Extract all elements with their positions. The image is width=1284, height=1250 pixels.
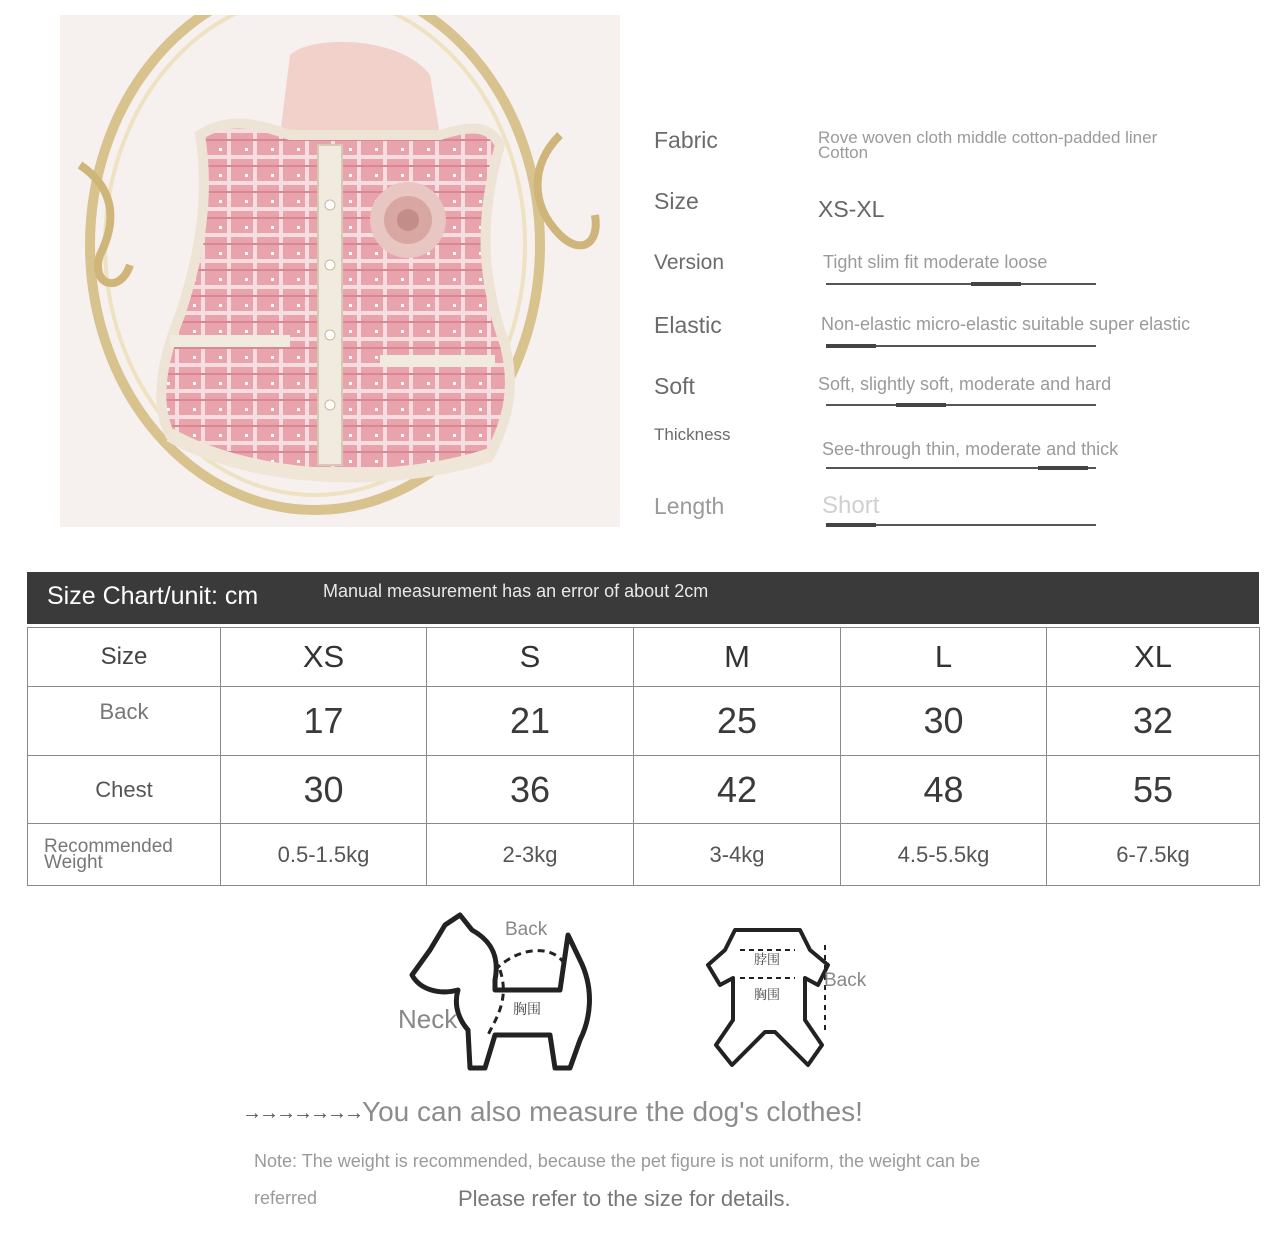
note-line-2: referred (254, 1188, 318, 1208)
attr-value-fabric: Rove woven cloth middle cotton-padded liner Cotton (818, 128, 1158, 162)
attr-label-length: Length (654, 493, 725, 519)
table-cell: 30 (841, 687, 1047, 756)
table-cell: 21 (427, 687, 634, 756)
attr-label-soft: Soft (654, 373, 695, 399)
table-row-back (28, 687, 1260, 756)
soft-marker (896, 403, 946, 407)
dog-neck-label: Neck (398, 1004, 458, 1034)
elastic-scale (826, 345, 1096, 347)
tip-text: You can also measure the dog's clothes! (362, 1096, 863, 1127)
soft-scale (826, 404, 1096, 406)
table-cell: 4.5-5.5kg (841, 824, 1047, 886)
elastic-marker (826, 344, 876, 348)
size-chart-note: Manual measurement has an error of about 2cm (323, 581, 709, 601)
version-marker (971, 282, 1021, 286)
attr-value-elastic: Non-elastic micro-elastic suitable super elastic (821, 314, 1191, 334)
size-chart-header (27, 572, 1259, 624)
attr-value-version: Tight slim fit moderate loose (823, 252, 1048, 272)
size-l: L (841, 628, 1047, 687)
attr-label-version: Version (654, 251, 725, 274)
pink-tweed-vest-illustration (60, 15, 620, 527)
table-cell: 2-3kg (427, 824, 634, 886)
table-cell: 30 (221, 756, 427, 824)
table-cell: 36 (427, 756, 634, 824)
arrows-icon: →→→→→→→ (242, 1102, 361, 1124)
size-xl: XL (1047, 628, 1260, 687)
product-photo (60, 15, 620, 527)
length-marker (826, 523, 876, 527)
table-cell: 0.5-1.5kg (221, 824, 427, 886)
table-cell: 32 (1047, 687, 1260, 756)
attr-label-thickness: Thickness (654, 425, 731, 444)
attr-value-thickness: See-through thin, moderate and thick (822, 439, 1119, 459)
version-scale (826, 283, 1096, 285)
size-m: M (634, 628, 841, 687)
attr-label-fabric: Fabric (654, 127, 718, 153)
attr-value-size: XS-XL (818, 196, 885, 222)
row-label-size: Size (28, 628, 221, 687)
table-cell: 42 (634, 756, 841, 824)
length-scale (826, 524, 1096, 526)
attr-label-elastic: Elastic (654, 312, 722, 338)
size-xs: XS (221, 628, 427, 687)
attr-value-soft: Soft, slightly soft, moderate and hard (818, 374, 1112, 394)
coat-chest-label: 胸围 (754, 987, 781, 1002)
coat-back-label: Back (824, 970, 867, 991)
attr-label-size: Size (654, 188, 699, 214)
table-cell: 6-7.5kg (1047, 824, 1260, 886)
size-table (27, 627, 1260, 886)
table-cell: 55 (1047, 756, 1260, 824)
row-label-weight: Recommended Weight (28, 824, 221, 886)
size-s: S (427, 628, 634, 687)
coat-neck-label: 脖围 (754, 952, 781, 967)
note-line-1: Note: The weight is recommended, because the pet figure is not uniform, the weight can be (254, 1151, 981, 1171)
table-row-size (28, 628, 1260, 687)
thickness-marker (1038, 466, 1088, 470)
table-cell: 3-4kg (634, 824, 841, 886)
table-row-weight (28, 824, 1260, 886)
table-row-chest (28, 756, 1260, 824)
dog-back-label: Back (505, 919, 548, 940)
size-chart-title: Size Chart/unit: cm (47, 582, 259, 610)
table-cell: 48 (841, 756, 1047, 824)
dog-chest-label: 胸围 (513, 1001, 541, 1017)
row-label-back: Back (28, 687, 221, 756)
note-line-3: Please refer to the size for details. (458, 1186, 791, 1211)
attr-value-length: Short (822, 492, 880, 519)
table-cell: 17 (221, 687, 427, 756)
row-label-chest: Chest (28, 756, 221, 824)
table-cell: 25 (634, 687, 841, 756)
thickness-scale (826, 467, 1096, 469)
